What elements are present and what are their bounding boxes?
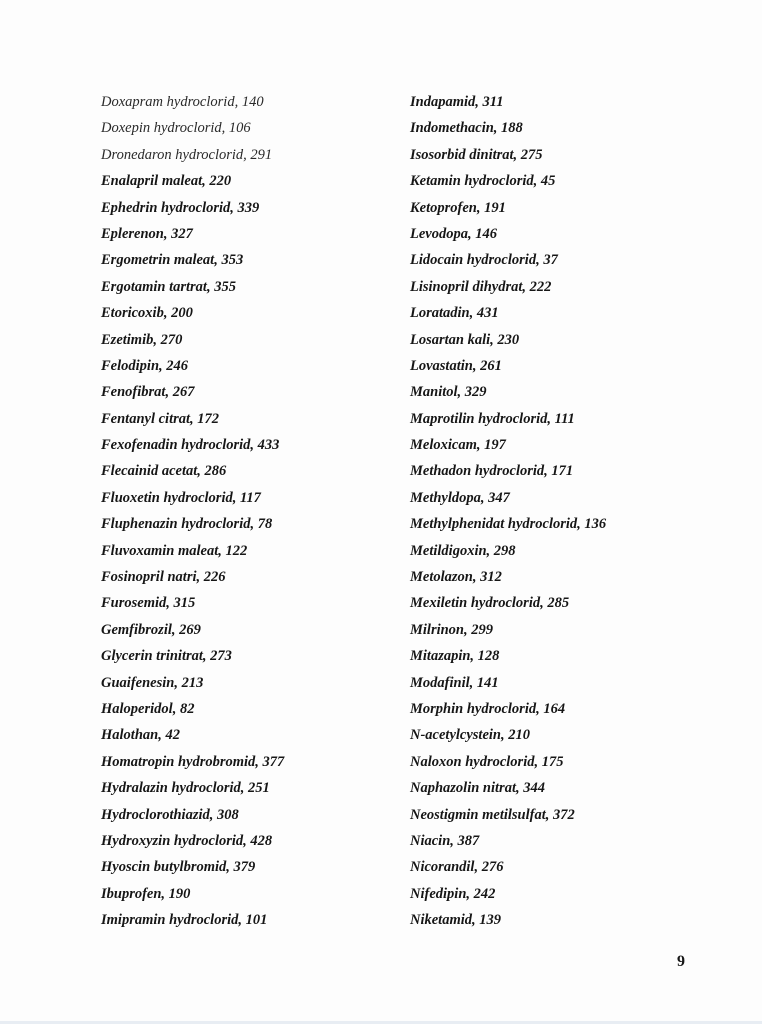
index-entry: Neostigmin metilsulfat, 372 <box>410 806 575 823</box>
index-entry: Loratadin, 431 <box>410 305 499 322</box>
index-entry: Doxapram hydroclorid, 140 <box>101 94 264 110</box>
index-entry: Fluoxetin hydroclorid, 117 <box>101 489 261 506</box>
index-entry: Nifedipin, 242 <box>410 885 496 902</box>
index-entry: Milrinon, 299 <box>410 621 493 638</box>
index-entry: Felodipin, 246 <box>101 357 189 374</box>
index-entry: Ketamin hydroclorid, 45 <box>410 173 556 190</box>
index-entry: Metildigoxin, 298 <box>410 542 516 559</box>
index-entry: Naphazolin nitrat, 344 <box>410 780 545 797</box>
index-entry: Morphin hydroclorid, 164 <box>410 700 566 717</box>
index-entry: Losartan kali, 230 <box>410 331 520 348</box>
index-entry: Levodopa, 146 <box>410 225 497 242</box>
index-entry: Ergotamin tartrat, 355 <box>101 278 236 295</box>
index-entry: Indapamid, 311 <box>410 94 504 110</box>
index-entry: Ketoprofen, 191 <box>410 199 506 216</box>
index-entry: Fluvoxamin maleat, 122 <box>101 542 248 559</box>
index-entry: Methylphenidat hydroclorid, 136 <box>410 516 607 533</box>
index-entry: Flecainid acetat, 286 <box>101 463 227 480</box>
index-entry: Niacin, 387 <box>410 832 480 849</box>
index-entry: Halothan, 42 <box>101 727 180 744</box>
index-entry: Furosemid, 315 <box>101 595 196 612</box>
index-entry: Ephedrin hydroclorid, 339 <box>101 199 260 216</box>
index-entry: Modafinil, 141 <box>410 674 499 691</box>
index-column-right <box>410 89 710 934</box>
index-entry: Lisinopril dihydrat, 222 <box>410 278 552 295</box>
index-entry: Imipramin hydroclorid, 101 <box>101 912 268 929</box>
index-entry: Lovastatin, 261 <box>410 357 502 374</box>
index-entry: Isosorbid dinitrat, 275 <box>410 146 543 163</box>
index-entry: Hydroclorothiazid, 308 <box>101 806 239 823</box>
index-column-left <box>101 89 391 934</box>
index-entry: Homatropin hydrobromid, 377 <box>101 753 285 770</box>
index-entry: Niketamid, 139 <box>410 912 502 929</box>
index-entry: Indomethacin, 188 <box>410 120 523 137</box>
index-entry: Fluphenazin hydroclorid, 78 <box>101 516 273 533</box>
index-entry: Etoricoxib, 200 <box>101 305 193 322</box>
index-entry: Glycerin trinitrat, 273 <box>101 648 232 665</box>
page-number: 9 <box>677 953 685 970</box>
index-entry: Enalapril maleat, 220 <box>101 173 232 190</box>
index-entry: Manitol, 329 <box>410 384 487 401</box>
index-entry: Fosinopril natri, 226 <box>101 569 226 586</box>
index-entry: N-acetylcystein, 210 <box>410 727 530 744</box>
index-entry: Meloxicam, 197 <box>410 437 506 454</box>
index-entry: Methyldopa, 347 <box>410 489 510 506</box>
index-entry: Naloxon hydroclorid, 175 <box>410 753 564 770</box>
index-entry: Fentanyl citrat, 172 <box>101 410 220 427</box>
index-entry: Dronedaron hydroclorid, 291 <box>101 146 273 163</box>
index-entry: Gemfibrozil, 269 <box>101 621 201 638</box>
index-entry: Fenofibrat, 267 <box>101 384 195 401</box>
index-entry: Mitazapin, 128 <box>410 648 500 665</box>
index-entry: Mexiletin hydroclorid, 285 <box>410 595 570 612</box>
index-entry: Fexofenadin hydroclorid, 433 <box>101 437 280 454</box>
index-entry: Hydroxyzin hydroclorid, 428 <box>101 832 273 849</box>
index-entry: Methadon hydroclorid, 171 <box>410 463 574 480</box>
index-entry: Haloperidol, 82 <box>101 700 195 717</box>
index-entry: Ibuprofen, 190 <box>101 885 191 902</box>
index-entry: Hydralazin hydroclorid, 251 <box>101 780 270 797</box>
index-entry: Eplerenon, 327 <box>101 225 193 242</box>
index-entry: Ezetimib, 270 <box>101 331 183 348</box>
index-entry: Maprotilin hydroclorid, 111 <box>410 410 575 427</box>
index-entry: Hyoscin butylbromid, 379 <box>101 859 256 876</box>
index-entry: Guaifenesin, 213 <box>101 674 204 691</box>
index-entry: Nicorandil, 276 <box>410 859 504 876</box>
index-entry: Lidocain hydroclorid, 37 <box>410 252 558 269</box>
index-entry: Doxepin hydroclorid, 106 <box>101 120 251 137</box>
index-entry: Metolazon, 312 <box>410 569 502 586</box>
index-entry: Ergometrin maleat, 353 <box>101 252 244 269</box>
